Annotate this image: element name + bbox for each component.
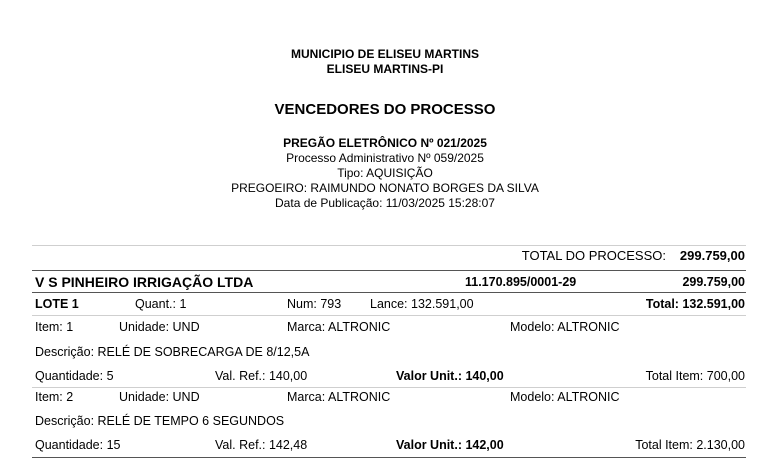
- vendor-cnpj: 11.170.895/0001-29: [465, 275, 577, 289]
- item-total: Total Item: 2.130,00: [635, 438, 745, 452]
- item-valor-unit: Valor Unit.: 140,00: [396, 369, 504, 383]
- page-title: VENCEDORES DO PROCESSO: [274, 101, 496, 118]
- item-number: Item: 1: [35, 320, 74, 334]
- item-valor-unit: Valor Unit.: 142,00: [396, 438, 504, 452]
- lote-num: Num: 793: [287, 297, 342, 311]
- divider: [32, 387, 746, 388]
- vendor-total: 299.759,00: [682, 275, 745, 289]
- item-number: Item: 2: [35, 390, 74, 404]
- item-descricao: Descrição: RELÉ DE SOBRECARGA DE 8/12,5A: [35, 345, 310, 359]
- lote-label: LOTE 1: [35, 297, 79, 311]
- tipo: Tipo: AQUISIÇÃO: [337, 166, 433, 180]
- item-unidade: Unidade: UND: [119, 390, 200, 404]
- item-quantidade: Quantidade: 5: [35, 369, 114, 383]
- item-quantidade: Quantidade: 15: [35, 438, 121, 452]
- item-unidade: Unidade: UND: [119, 320, 200, 334]
- divider: [32, 245, 746, 246]
- total-processo-value: 299.759,00: [679, 248, 745, 263]
- item-marca: Marca: ALTRONIC: [287, 390, 391, 404]
- processo-administrativo: Processo Administrativo Nº 059/2025: [286, 151, 484, 165]
- divider: [32, 315, 746, 316]
- item-modelo: Modelo: ALTRONIC: [510, 390, 620, 404]
- item-val-ref: Val. Ref.: 142,48: [215, 438, 308, 452]
- total-processo-label: TOTAL DO PROCESSO:: [521, 248, 666, 263]
- divider: [32, 292, 746, 293]
- city-name: ELISEU MARTINS-PI: [326, 62, 444, 76]
- item-descricao: Descrição: RELÉ DE TEMPO 6 SEGUNDOS: [35, 414, 285, 428]
- item-marca: Marca: ALTRONIC: [287, 320, 391, 334]
- lote-total: Total: 132.591,00: [645, 297, 745, 311]
- divider: [32, 457, 746, 458]
- municipality-name: MUNICIPIO DE ELISEU MARTINS: [290, 47, 479, 61]
- lote-quant: Quant.: 1: [135, 297, 187, 311]
- data-publicacao: Data de Publicação: 11/03/2025 15:28:07: [275, 196, 495, 210]
- item-val-ref: Val. Ref.: 140,00: [215, 369, 308, 383]
- pregoeiro: PREGOEIRO: RAIMUNDO NONATO BORGES DA SILVA: [231, 181, 539, 195]
- item-total: Total Item: 700,00: [645, 369, 745, 383]
- divider: [32, 270, 746, 271]
- item-modelo: Modelo: ALTRONIC: [510, 320, 620, 334]
- lote-lance: Lance: 132.591,00: [370, 297, 474, 311]
- vendor-name: V S PINHEIRO IRRIGAÇÃO LTDA: [35, 274, 254, 290]
- pregao-number: PREGÃO ELETRÔNICO Nº 021/2025: [283, 136, 487, 150]
